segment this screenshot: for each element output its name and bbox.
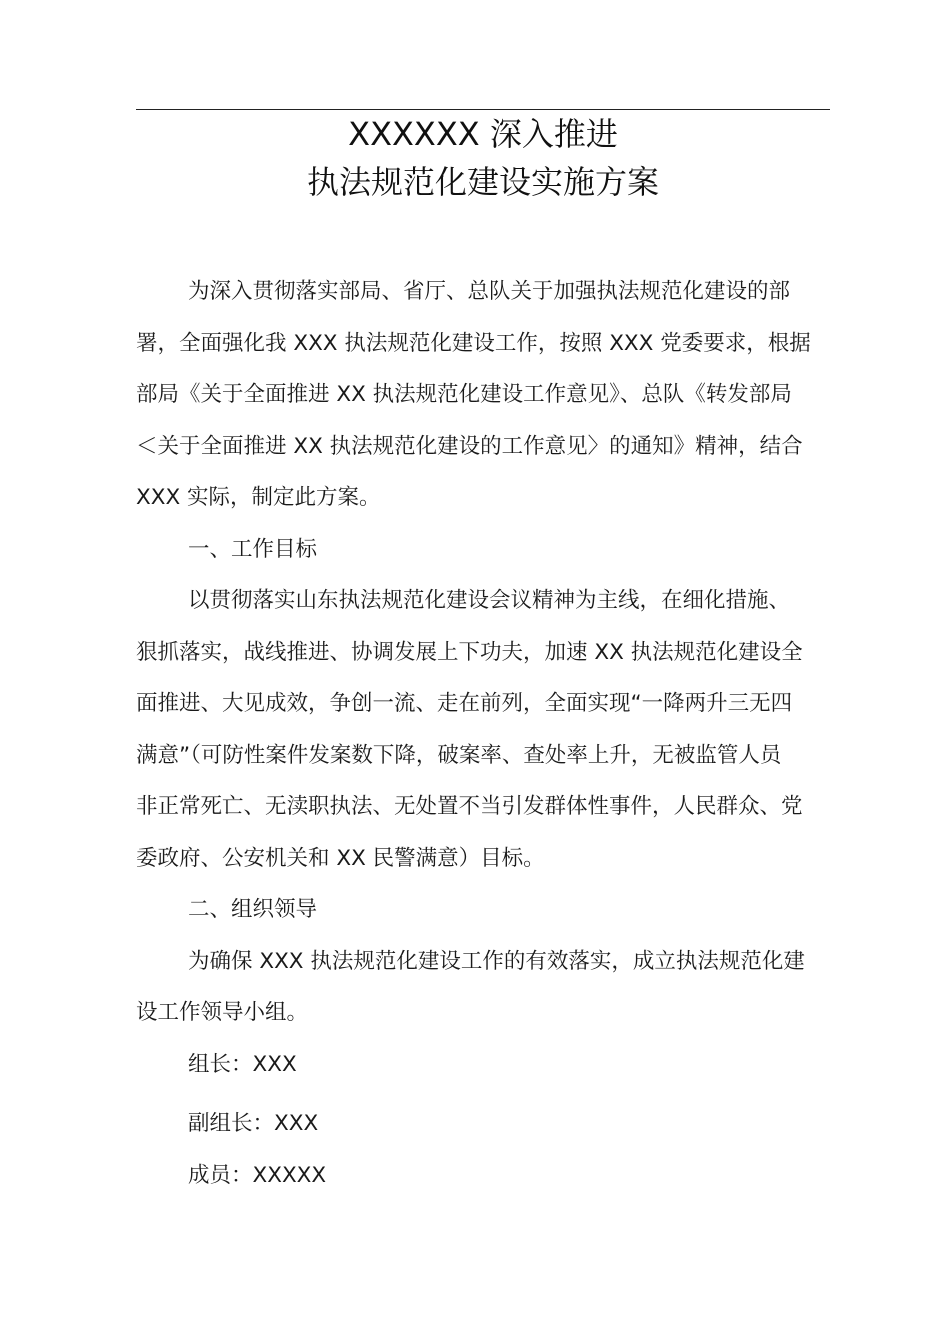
intro-line: 为深入贯彻落实部局、省厅、总队关于加强执法规范化建设的部 — [188, 279, 791, 304]
header-rule — [136, 109, 830, 110]
section-heading-goals: 一、工作目标 — [188, 536, 318, 562]
leadership-line: 设工作领导小组。 — [136, 1000, 309, 1025]
leadership-paragraph — [136, 936, 830, 1039]
intro-line: ＜关于全面推进 XX 执法规范化建设的工作意见〉的通知》精神，结合 — [136, 433, 803, 459]
goals-line: 狠抓落实，战线推进、协调发展上下功夫，加速 XX 执法规范化建设全 — [136, 639, 803, 665]
goals-line: 委政府、公安机关和 XX 民警满意）目标。 — [136, 845, 545, 871]
goals-line: 满意”（可防性案件发案数下降，破案率、查处率上升，无被监管人员 — [136, 742, 782, 768]
goals-line: 以贯彻落实山东执法规范化建设会议精神为主线，在细化措施、 — [188, 588, 791, 613]
intro-line: 署，全面强化我 XXX 执法规范化建设工作，按照 XXX 党委要求，根据 — [136, 330, 811, 356]
goals-line: 面推进、大见成效，争创一流、走在前列，全面实现“一降两升三无四 — [136, 691, 793, 716]
document-title-line2: 执法规范化建设实施方案 — [306, 163, 659, 201]
intro-line: 部局《关于全面推进 XX 执法规范化建设工作意见》、总队《转发部局 — [136, 382, 792, 407]
members-entry: 成员：XXXXX — [188, 1162, 327, 1188]
leadership-line: 为确保 XXX 执法规范化建设工作的有效落实，成立执法规范化建 — [188, 948, 805, 974]
intro-line: XXX 实际，制定此方案。 — [136, 485, 381, 510]
leader-entry: 组长：XXX — [188, 1051, 297, 1077]
goals-paragraph — [136, 575, 830, 884]
intro-paragraph — [136, 266, 830, 524]
document-body — [136, 266, 830, 1201]
deputy-leader-entry: 副组长：XXX — [188, 1111, 319, 1136]
section-heading-leadership: 二、组织领导 — [188, 897, 318, 922]
goals-line: 非正常死亡、无渎职执法、无处置不当引发群体性事件，人民群众、党 — [136, 794, 803, 819]
document-title-line1: XXXXXX 深入推进 — [348, 115, 618, 153]
